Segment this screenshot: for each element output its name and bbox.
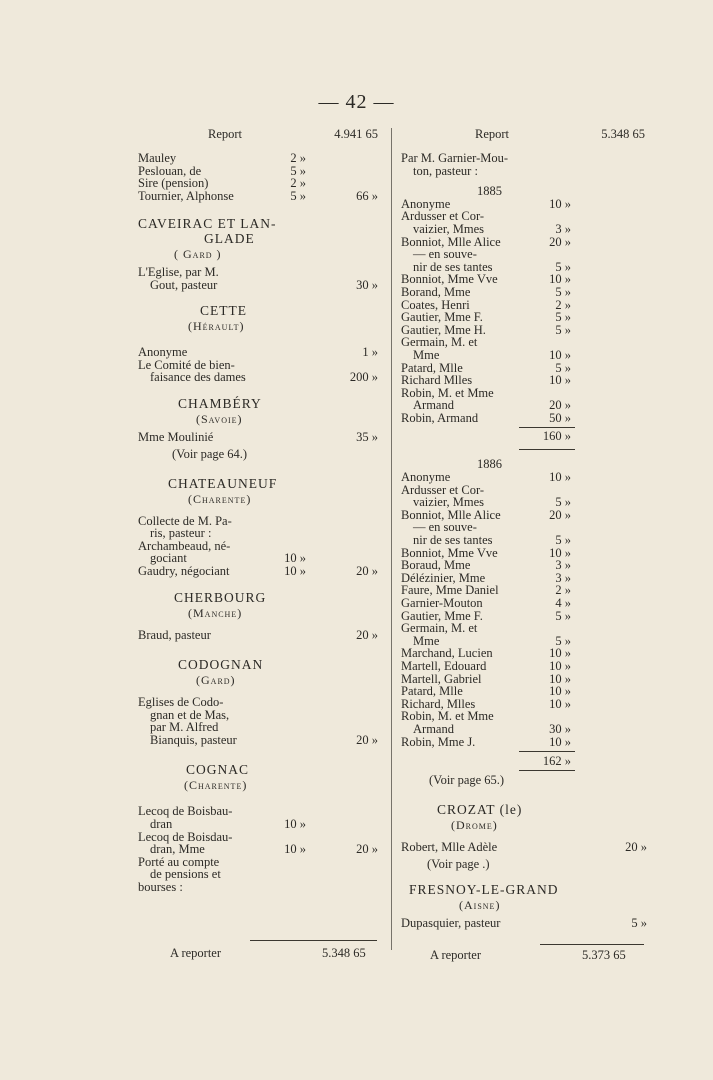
entry-amount: 10 »: [549, 347, 571, 362]
entry-amount: 3 »: [555, 570, 571, 585]
entry-amount: 2 »: [555, 297, 571, 312]
entry-amount: 5 »: [290, 163, 306, 178]
entry-row: [401, 349, 647, 362]
entry-name: Richard Mlles: [401, 373, 473, 388]
intro-line: Par M. Garnier-Mou-: [401, 151, 509, 165]
entry-total: 5 »: [631, 915, 647, 930]
entry-amount: 10 »: [549, 671, 571, 686]
entry-name: Gautier, Mme F.: [401, 608, 483, 623]
entry-name: Germain, M. et: [401, 335, 478, 350]
entry-name: Archambeaud, né-: [138, 538, 231, 553]
entry-name: gociant: [150, 551, 187, 566]
entry-amount: 5 »: [555, 533, 571, 548]
department-label: (Drome): [451, 818, 498, 833]
entry-amount: 5 »: [290, 188, 306, 203]
entry-row: [138, 527, 383, 540]
entry-name: Boraud, Mme: [401, 558, 471, 573]
entry-amount: 4 »: [555, 596, 571, 610]
entry-row: [401, 534, 647, 547]
entry-row: [401, 412, 647, 425]
entry-amount: 10 »: [549, 696, 571, 711]
entry-amount: 5 »: [555, 322, 571, 337]
entry-row: [401, 660, 647, 673]
entry-row: [138, 881, 383, 894]
entry-amount: 10 »: [284, 563, 306, 578]
entry-amount: 10 »: [549, 545, 571, 560]
department-label: ( Gard ): [174, 246, 222, 261]
department-label: (Aisne): [459, 897, 501, 912]
entry-name: Collecte de M. Pa-: [138, 513, 232, 528]
entry-amount: 10 »: [284, 551, 306, 566]
entry-row: [138, 629, 383, 642]
page-number: — 42 —: [318, 91, 395, 113]
entry-amount: 10 »: [549, 734, 571, 749]
entry-amount: 50 »: [549, 410, 571, 425]
entry-row: [401, 841, 647, 854]
entry-name: Anonyme: [138, 345, 188, 360]
entry-name: Faure, Mme Daniel: [401, 583, 499, 598]
entry-amount: 10 »: [549, 684, 571, 699]
entry-name: faisance des dames: [150, 370, 246, 385]
place-title: CROZAT (le): [437, 802, 523, 818]
entry-row: [138, 565, 383, 578]
carry-forward-amount: 5.373 65: [582, 948, 626, 962]
entry-amount: 30 »: [549, 721, 571, 736]
entry-row: [138, 152, 383, 165]
entry-list: [401, 198, 647, 425]
entry-name: Anonyme: [401, 470, 451, 485]
entry-name: Richard, Mlles: [401, 696, 476, 711]
entry-total: 66 »: [356, 188, 378, 203]
entry-list: [138, 515, 383, 578]
entry-row: [138, 371, 383, 384]
entry-total: 1 »: [362, 345, 378, 360]
entry-row: [138, 431, 383, 444]
entry-name: Armand: [413, 721, 454, 736]
entry-row: [401, 559, 647, 572]
entry-name: Robin, Armand: [401, 410, 479, 425]
entry-row: [138, 177, 383, 190]
entry-row: [401, 286, 647, 299]
entry-name: Robert, Mlle Adèle: [401, 840, 498, 855]
entry-row: [401, 917, 647, 930]
entry-name: Gautier, Mme F.: [401, 310, 483, 325]
entry-total: 30 »: [356, 277, 378, 292]
entry-amount: 2 »: [555, 583, 571, 598]
entry-name: Garnier-Mouton: [401, 596, 483, 610]
entry-amount: 5 »: [555, 310, 571, 325]
entry-amount: 3 »: [555, 221, 571, 236]
entry-name: par M. Alfred: [150, 720, 219, 735]
entry-amount: 20 »: [549, 507, 571, 522]
place-title: CHERBOURG: [174, 589, 267, 605]
entry-name: Le Comité de bien-: [138, 357, 235, 372]
entry-row: [138, 721, 383, 734]
entry-amount: 5 »: [555, 360, 571, 375]
entry-name: gnan et de Mas,: [150, 707, 230, 722]
entry-name: Robin, M. et Mme: [401, 385, 494, 400]
report-amount: 5.348 65: [601, 127, 645, 141]
entry-row: [401, 685, 647, 698]
report-row: [401, 128, 647, 144]
entry-name: Ardusser et Cor-: [401, 482, 485, 497]
entry-row: [401, 248, 647, 261]
entry-amount: 5 »: [555, 633, 571, 648]
entry-list: [401, 471, 647, 748]
entry-row: [138, 843, 383, 856]
entry-name: Tournier, Alphonse: [138, 188, 234, 203]
entry-total: 20 »: [625, 840, 647, 855]
entry-name: Martell, Gabriel: [401, 671, 482, 686]
entry-name: Mme Moulinié: [138, 429, 214, 444]
department-label: (Manche): [188, 605, 243, 620]
entry-name: Gautier, Mme H.: [401, 322, 486, 337]
entry-row: [138, 279, 383, 292]
carry-forward-label: A reporter: [170, 946, 222, 960]
entry-name: Lecoq de Boisbau-: [138, 804, 233, 819]
total-rule: [540, 944, 644, 945]
entry-name: Coates, Henri: [401, 297, 470, 312]
place-title: CHAMBÉRY: [178, 395, 262, 411]
left-column: [138, 128, 383, 894]
entry-list: [138, 346, 383, 384]
entry-row: [401, 399, 647, 412]
carry-forward-label: A reporter: [430, 948, 482, 962]
entry-name: de pensions et: [150, 867, 221, 882]
department-label: (Gard): [196, 673, 236, 688]
entry-row: [401, 723, 647, 736]
entry-amount: 10 »: [284, 817, 306, 832]
entry-row: [138, 266, 383, 279]
entry-list: [138, 152, 383, 202]
entry-list: [138, 629, 383, 642]
subtotal-amount: 160 »: [542, 429, 571, 444]
year-heading: 1885: [477, 184, 502, 199]
entry-amount: 5 »: [555, 259, 571, 274]
entry-amount: 10 »: [549, 196, 571, 211]
place-title: CODOGNAN: [178, 657, 264, 673]
report-label: Report: [475, 127, 510, 141]
department-label: (Charente): [184, 778, 248, 793]
entry-list: [401, 917, 647, 930]
entry-row: [401, 736, 647, 749]
subtotal-amount: 162 »: [542, 754, 571, 769]
report-row: [138, 128, 383, 144]
entry-row: [401, 223, 647, 236]
entry-name: Délézinier, Mme: [401, 570, 486, 585]
entry-amount: 3 »: [555, 558, 571, 573]
entry-name: ris, pasteur :: [150, 526, 212, 541]
entry-amount: 2 »: [290, 176, 306, 191]
entry-name: vaizier, Mmes: [413, 221, 485, 236]
entry-name: Robin, M. et Mme: [401, 709, 494, 724]
entry-total: 200 »: [349, 370, 378, 385]
entry-row: [401, 471, 647, 484]
entry-name: dran, Mme: [150, 842, 205, 857]
department-label: (Hérault): [188, 319, 245, 334]
cross-reference-note: (Voir page 65.): [429, 773, 505, 788]
entry-total: 20 »: [356, 842, 378, 857]
entry-amount: 10 »: [549, 646, 571, 661]
entry-amount: 5 »: [555, 608, 571, 623]
entry-amount: 10 »: [284, 842, 306, 857]
total-rule: [250, 940, 377, 941]
entry-name: Bianquis, pasteur: [150, 732, 237, 747]
report-amount: 4.941 65: [334, 127, 378, 141]
entry-name: Braud, pasteur: [138, 627, 211, 642]
cross-reference-note: (Voir page 64.): [172, 446, 248, 461]
entry-row: [401, 622, 647, 635]
entry-name: Armand: [413, 398, 454, 413]
entry-name: dran: [150, 817, 173, 832]
entry-list: [138, 431, 383, 444]
entry-amount: 5 »: [555, 284, 571, 299]
carry-forward-amount: 5.348 65: [322, 946, 366, 960]
entry-name: Porté au compte: [138, 854, 220, 869]
entry-row: [138, 734, 383, 747]
entry-total: 20 »: [356, 627, 378, 642]
entry-amount: 20 »: [549, 398, 571, 413]
entry-name: Dupasquier, pasteur: [401, 915, 501, 930]
entry-amount: 5 »: [555, 495, 571, 510]
entry-name: Mauley: [138, 151, 177, 165]
entry-name: Mme: [413, 347, 440, 362]
entry-name: Sire (pension): [138, 176, 209, 191]
entry-row: [138, 190, 383, 203]
entry-name: Eglises de Codo-: [138, 695, 224, 710]
entry-amount: 2 »: [290, 151, 306, 165]
entry-name: Bonniot, Mme Vve: [401, 545, 498, 560]
entry-name: bourses :: [138, 880, 183, 895]
place-title-continued: GLADE: [204, 230, 255, 246]
entry-row: [401, 374, 647, 387]
entry-name: Patard, Mlle: [401, 684, 463, 699]
entry-name: Anonyme: [401, 196, 451, 211]
column-divider: [391, 128, 392, 950]
entry-name: L'Eglise, par M.: [138, 264, 219, 279]
entry-name: vaizier, Mmes: [413, 495, 485, 510]
place-title: FRESNOY-LE-GRAND: [409, 881, 559, 897]
entry-list: [138, 266, 383, 291]
entry-name: Ardusser et Cor-: [401, 209, 485, 224]
entry-name: Martell, Edouard: [401, 658, 487, 673]
entry-row: [138, 346, 383, 359]
place-title: COGNAC: [186, 762, 250, 778]
entry-name: Bonniot, Mlle Alice: [401, 507, 501, 522]
entry-name: — en souve-: [413, 520, 477, 535]
department-label: (Savoie): [196, 411, 243, 426]
entry-name: nir de ses tantes: [413, 533, 493, 548]
entry-name: Bonniot, Mme Vve: [401, 272, 498, 287]
entry-list: [138, 805, 383, 893]
entry-name: — en souve-: [413, 247, 477, 262]
entry-total: 20 »: [356, 563, 378, 578]
entry-name: Bonniot, Mlle Alice: [401, 234, 501, 249]
entry-name: Lecoq de Boisdau-: [138, 829, 233, 844]
entry-name: Gout, pasteur: [150, 277, 218, 292]
entry-total: 20 »: [356, 732, 378, 747]
intro-line: ton, pasteur :: [413, 163, 478, 178]
entry-amount: 10 »: [549, 373, 571, 388]
right-column: [401, 128, 647, 929]
entry-amount: 20 »: [549, 234, 571, 249]
entry-name: Mme: [413, 633, 440, 648]
subtotal-row: [401, 424, 647, 442]
place-title: CHATEAUNEUF: [168, 475, 278, 491]
entry-name: nir de ses tantes: [413, 259, 493, 274]
report-label: Report: [208, 127, 243, 141]
entry-name: Borand, Mme: [401, 284, 471, 299]
entry-name: Germain, M. et: [401, 621, 478, 636]
entry-list: [401, 841, 647, 854]
place-title: CAVEIRAC ET LAN-: [138, 216, 277, 232]
place-heading: [138, 218, 383, 231]
entry-row: [138, 818, 383, 831]
entry-name: Gaudry, négociant: [138, 563, 230, 578]
cross-reference-note: (Voir page .): [427, 856, 490, 871]
entry-row: [401, 311, 647, 324]
subtotal-row: [401, 748, 647, 774]
entry-name: Patard, Mlle: [401, 360, 463, 375]
department-label: (Charente): [188, 491, 252, 506]
entry-row: [138, 805, 383, 818]
entry-list: [138, 696, 383, 746]
entry-row: [401, 597, 647, 610]
entry-name: Marchand, Lucien: [401, 646, 493, 661]
entry-amount: 10 »: [549, 470, 571, 485]
entry-amount: 10 »: [549, 272, 571, 287]
place-title: CETTE: [200, 303, 247, 319]
entry-row: [401, 496, 647, 509]
year-heading: 1886: [477, 457, 502, 472]
entry-name: Peslouan, de: [138, 163, 202, 178]
entry-total: 35 »: [356, 429, 378, 444]
entry-amount: 10 »: [549, 658, 571, 673]
entry-row: [138, 696, 383, 709]
entry-name: Robin, Mme J.: [401, 734, 476, 749]
